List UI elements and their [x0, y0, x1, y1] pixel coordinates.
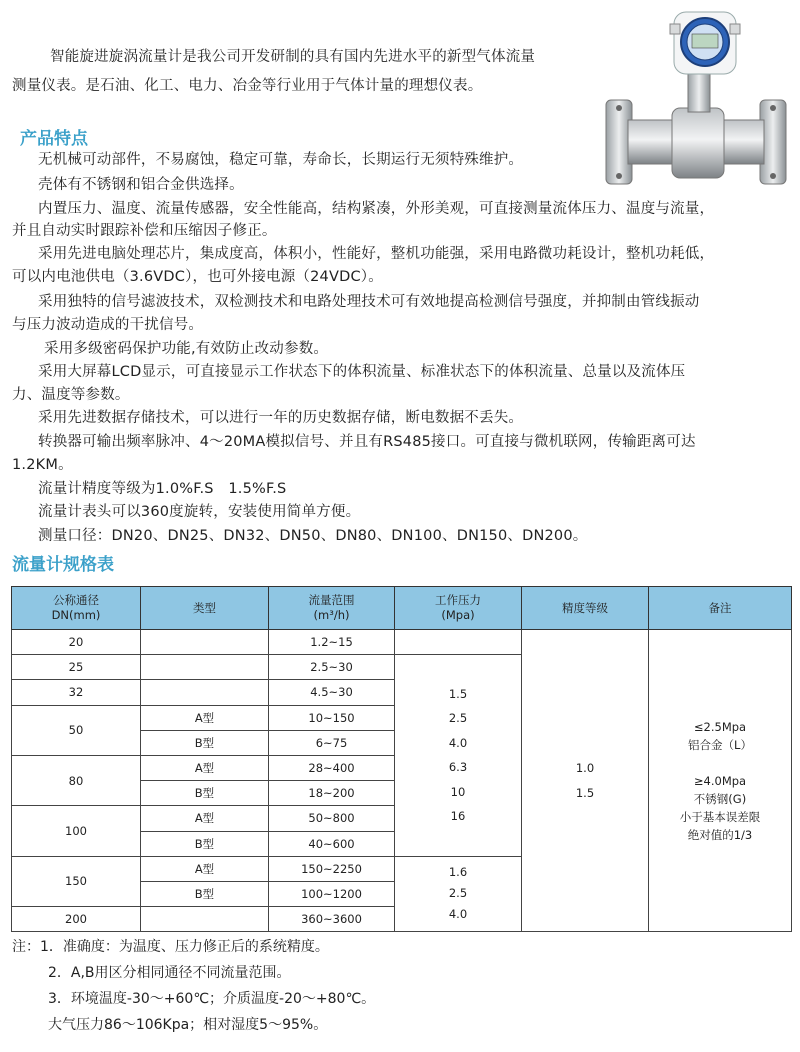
cell-dn: 50 — [12, 705, 141, 755]
feature-line: 并且自动实时跟踪补偿和压缩因子修正。 — [12, 223, 277, 239]
feature-line: 与压力波动造成的干扰信号。 — [12, 317, 204, 333]
feature-line: 采用先进数据存储技术，可以进行一年的历史数据存储，断电数据不丢失。 — [38, 410, 524, 426]
cell-type: B型 — [141, 831, 269, 856]
intro-line-2: 测量仪表。是石油、化工、电力、冶金等行业用于气体计量的理想仪表。 — [12, 78, 483, 94]
header-accuracy: 精度等级 — [522, 587, 649, 630]
cell-type — [141, 907, 269, 932]
note-2: 2．A,B用区分相同通径不同流量范围。 — [48, 965, 291, 981]
spec-table — [11, 586, 792, 932]
header-type: 类型 — [141, 587, 269, 630]
cell-type: A型 — [141, 755, 269, 780]
feature-line: 力、温度等参数。 — [12, 387, 130, 403]
cell-type: B型 — [141, 881, 269, 906]
header-remark: 备注 — [649, 587, 792, 630]
cell-pressure-group-1: 1.5 2.5 4.0 6.3 10 16 — [395, 655, 522, 857]
feature-line: 壳体有不锈钢和铝合金供选择。 — [38, 177, 244, 193]
cell-type — [141, 680, 269, 705]
feature-line: 无机械可动部件，不易腐蚀，稳定可靠，寿命长，长期运行无须特殊维护。 — [38, 152, 524, 168]
table-header-row — [12, 587, 792, 630]
note-1: 注：1．准确度：为温度、压力修正后的系统精度。 — [12, 939, 329, 955]
intro-line-1: 智能旋进旋涡流量计是我公司开发研制的具有国内先进水平的新型气体流量 — [50, 49, 536, 65]
feature-line: 可以内电池供电（3.6VDC），也可外接电源（24VDC）。 — [12, 269, 383, 285]
cell-dn: 80 — [12, 755, 141, 805]
feature-line: 采用大屏幕LCD显示，可直接显示工作状态下的体积流量、标准状态下的体积流量、总量以及流体压 — [38, 364, 686, 380]
cell-type: B型 — [141, 730, 269, 755]
cell-type: B型 — [141, 781, 269, 806]
feature-line: 测量口径：DN20、DN25、DN32、DN50、DN80、DN100、DN150、DN200。 — [38, 528, 588, 544]
cell-range: 360~3600 — [269, 907, 395, 932]
cell-remark: ≤2.5Mpa 铝合金（L） ≥4.0Mpa 不锈钢(G) 小于基本误差限 绝对值的1/3 — [649, 630, 792, 932]
header-range: 流量范围 (m³/h) — [269, 587, 395, 630]
cell-type — [141, 630, 269, 655]
cell-range: 6~75 — [269, 730, 395, 755]
features-heading: 产品特点 — [20, 129, 88, 149]
cell-dn: 25 — [12, 655, 141, 680]
feature-line: 采用多级密码保护功能,有效防止改动参数。 — [44, 341, 329, 357]
cell-pressure-group-2: 1.6 2.5 4.0 — [395, 856, 522, 932]
cell-range: 2.5~30 — [269, 655, 395, 680]
cell-range: 100~1200 — [269, 881, 395, 906]
cell-pressure-empty — [395, 630, 522, 655]
cell-dn: 20 — [12, 630, 141, 655]
note-4: 大气压力86～106Kpa；相对湿度5～95%。 — [48, 1017, 328, 1033]
cell-type: A型 — [141, 806, 269, 831]
cell-range: 4.5~30 — [269, 680, 395, 705]
cell-range: 40~600 — [269, 831, 395, 856]
feature-line: 流量计精度等级为1.0%F.S 1.5%F.S — [38, 481, 287, 497]
cell-accuracy: 1.0 1.5 — [522, 630, 649, 932]
feature-line: 内置压力、温度、流量传感器，安全性能高，结构紧凑，外形美观，可直接测量流体压力、温度与流量， — [38, 201, 715, 217]
table-row — [12, 630, 792, 655]
note-3: 3．环境温度-30～+60℃；介质温度-20～+80℃。 — [48, 991, 376, 1007]
cell-range: 28~400 — [269, 755, 395, 780]
flowmeter-photo — [592, 8, 800, 194]
cell-type: A型 — [141, 856, 269, 881]
cell-dn: 150 — [12, 856, 141, 906]
cell-range: 18~200 — [269, 781, 395, 806]
cell-range: 10~150 — [269, 705, 395, 730]
cell-dn: 32 — [12, 680, 141, 705]
cell-type — [141, 655, 269, 680]
cell-range: 50~800 — [269, 806, 395, 831]
feature-line: 采用先进电脑处理芯片，集成度高，体积小，性能好，整机功能强，采用电路微功耗设计，整机功耗低， — [38, 246, 715, 262]
feature-line: 1.2KM。 — [12, 457, 73, 473]
feature-line: 转换器可输出频率脉冲、4～20MA模拟信号、并且有RS485接口。可直接与微机联网，传输距离可达 — [38, 434, 696, 450]
header-dn: 公称通径 DN(mm) — [12, 587, 141, 630]
feature-line: 采用独特的信号滤波技术，双检测技术和电路处理技术可有效地提高检测信号强度，并抑制由管线振动 — [38, 294, 700, 310]
cell-type: A型 — [141, 705, 269, 730]
cell-dn: 100 — [12, 806, 141, 856]
feature-line: 流量计表头可以360度旋转，安装使用简单方便。 — [38, 504, 361, 520]
header-pressure: 工作压力 (Mpa) — [395, 587, 522, 630]
cell-dn: 200 — [12, 907, 141, 932]
cell-range: 1.2~15 — [269, 630, 395, 655]
cell-range: 150~2250 — [269, 856, 395, 881]
spec-heading: 流量计规格表 — [12, 555, 114, 575]
